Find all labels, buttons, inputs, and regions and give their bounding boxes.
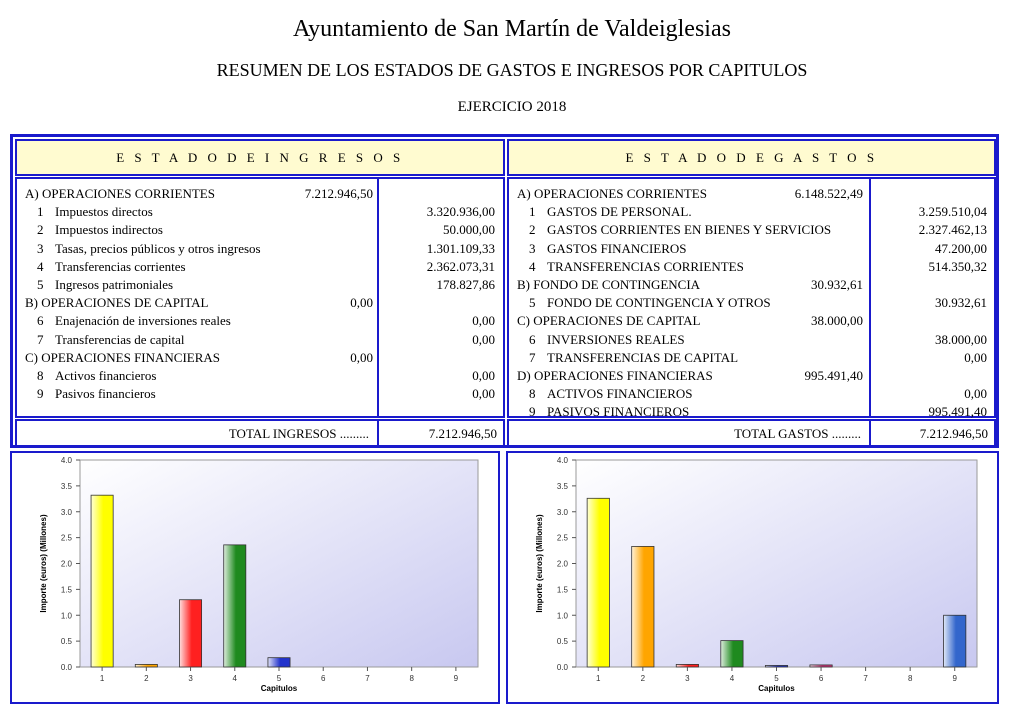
bar [632, 546, 654, 667]
bar [676, 664, 698, 667]
y-tick-label: 3.0 [60, 507, 72, 517]
row-amount: 30.932,61 [935, 295, 987, 311]
ingresos-row [17, 385, 503, 403]
row-number: 2 [37, 222, 44, 238]
bar [224, 545, 246, 667]
plot-area [80, 460, 478, 667]
bar [268, 658, 290, 667]
row-number: 6 [37, 313, 44, 329]
y-tick-label: 1.5 [556, 585, 568, 595]
row-number: 9 [529, 404, 536, 420]
x-tick-label: 3 [188, 674, 193, 683]
x-tick-label: 1 [99, 674, 105, 683]
bar [944, 615, 966, 667]
x-axis-label: Capitulos [758, 684, 795, 693]
total-gastos-label-cell [507, 419, 871, 447]
y-axis-label: Importe (euros) (Millones) [535, 514, 544, 613]
row-amount: 47.200,00 [935, 240, 987, 256]
y-tick-label: 3.5 [60, 481, 72, 491]
ingresos-row [17, 331, 503, 349]
x-tick-label: 4 [729, 674, 735, 683]
row-number: 1 [37, 204, 44, 220]
row-label: PASIVOS FINANCIEROS [547, 404, 690, 420]
ingresos-chart [12, 453, 498, 702]
row-subtotal: 995.491,40 [804, 368, 863, 383]
ingresos-row [17, 349, 503, 367]
row-amount: 2.362.073,31 [426, 258, 495, 274]
total-gastos-value-cell [869, 419, 996, 447]
row-amount: 995.491,40 [928, 404, 987, 420]
bar [810, 665, 832, 667]
x-tick-label: 8 [409, 674, 414, 683]
ingresos-row [17, 203, 503, 221]
y-tick-label: 1.5 [60, 585, 72, 595]
ingresos-header: E S T A D O D E I N G R E S O S [15, 139, 505, 176]
gastos-row [509, 312, 995, 330]
row-amount: 50.000,00 [443, 222, 495, 238]
x-tick-label: 9 [952, 674, 957, 683]
total-ingresos-label: TOTAL INGRESOS ......... [228, 426, 369, 441]
row-label: Enajenación de inversiones reales [55, 313, 231, 329]
x-tick-label: 5 [774, 674, 779, 683]
page-subtitle: RESUMEN DE LOS ESTADOS DE GASTOS E INGRESOS POR CAPITULOS [216, 60, 808, 80]
y-tick-label: 3.0 [556, 507, 568, 517]
ingresos-row [17, 221, 503, 239]
ingresos-row [17, 367, 503, 385]
bar [135, 664, 157, 667]
row-label: TRANSFERENCIAS DE CAPITAL [547, 349, 739, 365]
total-ingresos-value: 7.212.946,50 [428, 426, 497, 441]
row-number: 8 [37, 368, 44, 383]
y-tick-label: 1.0 [60, 611, 72, 621]
gastos-panel [507, 177, 996, 418]
row-number: 7 [529, 349, 536, 365]
x-tick-label: 2 [640, 674, 646, 683]
y-tick-label: 3.5 [556, 481, 568, 491]
total-gastos-label: TOTAL GASTOS ......... [734, 426, 861, 441]
row-amount: 0,00 [472, 386, 495, 402]
row-number: 6 [529, 331, 536, 347]
ingresos-column-divider [377, 177, 379, 418]
row-number: 5 [37, 277, 44, 292]
summary-table [10, 134, 999, 448]
gastos-row [509, 367, 995, 385]
row-number: 8 [529, 386, 536, 402]
row-label: ACTIVOS FINANCIEROS [547, 386, 693, 402]
gastos-row [509, 240, 995, 258]
row-label: Pasivos financieros [55, 386, 156, 402]
page-title: Ayuntamiento de San Martín de Valdeiglesias [293, 16, 731, 42]
gastos-column-divider [869, 177, 871, 418]
row-label: GASTOS CORRIENTES EN BIENES Y SERVICIOS [547, 222, 832, 238]
y-tick-label: 0.0 [60, 663, 72, 672]
row-label: Activos financieros [55, 368, 157, 383]
row-number: 7 [37, 331, 44, 347]
ingresos-chart-frame [10, 451, 500, 704]
y-tick-label: 2.0 [60, 559, 72, 569]
total-ingresos-label-cell [15, 419, 379, 447]
row-subtotal: 38.000,00 [811, 313, 863, 329]
y-tick-label: 4.0 [556, 456, 568, 465]
gastos-row [509, 276, 995, 294]
row-number: 1 [529, 204, 536, 220]
gastos-row [509, 258, 995, 276]
y-tick-label: 0.0 [556, 663, 568, 672]
row-label: A) OPERACIONES CORRIENTES [517, 186, 707, 201]
row-amount: 0,00 [472, 368, 495, 383]
y-axis-label: Importe (euros) (Millones) [39, 514, 48, 613]
row-number: 9 [37, 386, 44, 402]
y-tick-label: 2.5 [60, 533, 72, 543]
gastos-row [509, 221, 995, 239]
row-label: Transferencias corrientes [55, 258, 186, 274]
gastos-row [509, 294, 995, 312]
y-tick-label: 1.0 [556, 611, 568, 621]
gastos-row [509, 331, 995, 349]
row-label: TRANSFERENCIAS CORRIENTES [547, 258, 744, 274]
row-label: D) OPERACIONES FINANCIERAS [517, 368, 713, 383]
gastos-row [509, 385, 995, 403]
row-subtotal: 7.212.946,50 [304, 186, 373, 201]
row-amount: 1.301.109,33 [426, 240, 495, 256]
x-tick-label: 5 [276, 674, 282, 683]
y-tick-label: 0.5 [556, 637, 568, 647]
y-tick-label: 2.0 [556, 559, 568, 569]
x-tick-label: 1 [596, 674, 601, 683]
x-tick-label: 9 [453, 674, 459, 683]
row-amount: 2.327.462,13 [918, 222, 987, 238]
row-number: 3 [529, 240, 536, 256]
y-tick-label: 0.5 [60, 637, 72, 647]
x-tick-label: 8 [907, 674, 913, 683]
row-amount: 0,00 [472, 331, 495, 347]
ingresos-row [17, 240, 503, 258]
gastos-row [509, 203, 995, 221]
ingresos-row [17, 185, 503, 203]
row-subtotal: 30.932,61 [811, 277, 863, 292]
bar [180, 600, 202, 667]
row-number: 3 [37, 240, 44, 256]
fiscal-year: EJERCICIO 2018 [457, 99, 567, 115]
row-amount: 0,00 [964, 386, 987, 402]
x-tick-label: 6 [320, 674, 326, 683]
bar [721, 641, 743, 667]
ingresos-row [17, 312, 503, 330]
row-label: Ingresos patrimoniales [55, 277, 174, 292]
row-label: A) OPERACIONES CORRIENTES [25, 186, 215, 201]
x-tick-label: 7 [365, 674, 370, 683]
row-label: FONDO DE CONTINGENCIA Y OTROS [547, 295, 771, 311]
gastos-row [509, 185, 995, 203]
row-label: Impuestos directos [55, 204, 153, 220]
x-tick-label: 6 [818, 674, 824, 683]
x-tick-label: 4 [232, 674, 238, 683]
x-axis-label: Capitulos [260, 684, 298, 693]
row-number: 2 [529, 222, 536, 238]
row-amount: 38.000,00 [935, 331, 987, 347]
row-number: 4 [529, 258, 536, 274]
row-amount: 0,00 [472, 313, 495, 329]
row-number: 5 [529, 295, 536, 311]
gastos-row [509, 349, 995, 367]
ingresos-row [17, 276, 503, 294]
x-tick-label: 2 [144, 674, 149, 683]
row-label: Impuestos indirectos [55, 222, 163, 238]
gastos-header: E S T A D O D E G A S T O S [507, 139, 996, 176]
total-ingresos-value-cell [377, 419, 505, 447]
row-label: INVERSIONES REALES [547, 331, 685, 347]
row-subtotal: 0,00 [350, 349, 373, 365]
row-label: B) OPERACIONES DE CAPITAL [25, 295, 209, 311]
row-subtotal: 0,00 [350, 295, 373, 311]
gastos-chart [508, 453, 997, 702]
y-tick-label: 2.5 [556, 533, 568, 543]
bar [765, 665, 787, 667]
x-tick-label: 7 [863, 674, 868, 683]
row-label: Tasas, precios públicos y otros ingresos [55, 240, 261, 256]
row-amount: 3.320.936,00 [426, 204, 495, 220]
gastos-chart-frame [506, 451, 999, 704]
row-number: 4 [37, 258, 44, 274]
row-amount: 3.259.510,04 [918, 204, 987, 220]
bar [587, 498, 609, 667]
row-label: B) FONDO DE CONTINGENCIA [517, 277, 701, 292]
row-amount: 0,00 [964, 349, 987, 365]
ingresos-row [17, 294, 503, 312]
bar [91, 495, 113, 667]
row-label: GASTOS DE PERSONAL. [547, 204, 692, 220]
total-gastos-value: 7.212.946,50 [919, 426, 988, 441]
row-subtotal: 6.148.522,49 [794, 186, 863, 201]
x-tick-label: 3 [685, 674, 690, 683]
ingresos-row [17, 258, 503, 276]
row-label: C) OPERACIONES FINANCIERAS [25, 349, 221, 365]
ingresos-panel [15, 177, 505, 418]
row-label: GASTOS FINANCIEROS [547, 240, 687, 256]
row-label: Transferencias de capital [55, 331, 185, 347]
row-amount: 178.827,86 [436, 277, 495, 292]
row-label: C) OPERACIONES DE CAPITAL [517, 313, 701, 329]
y-tick-label: 4.0 [60, 456, 72, 465]
row-amount: 514.350,32 [928, 258, 987, 274]
